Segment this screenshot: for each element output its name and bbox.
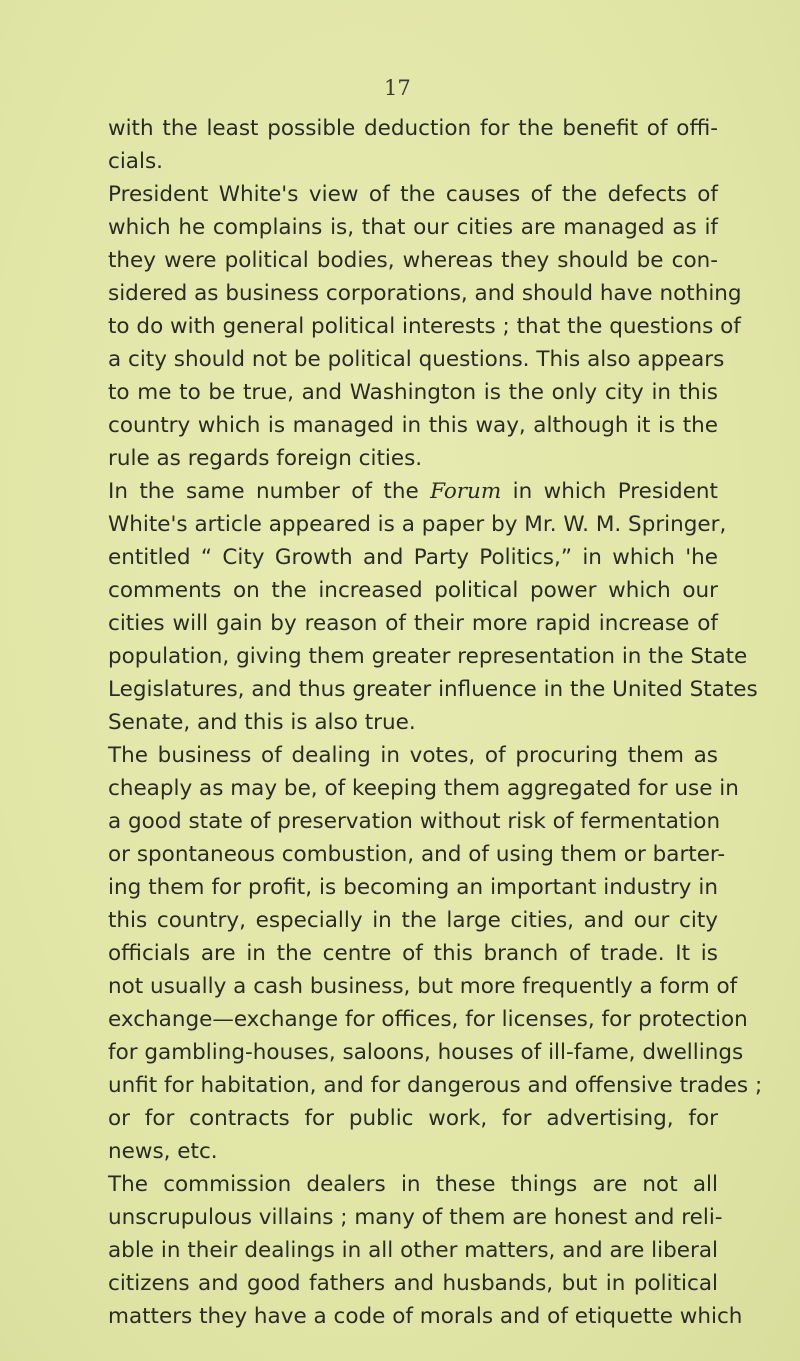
- body-text: [108, 112, 763, 1333]
- text-line: ing them for profit, is becoming an important industry in: [108, 875, 718, 900]
- text-line: The commission dealers in these things are not all: [108, 1172, 718, 1197]
- text-line: unscrupulous villains ; many of them are honest and reli-: [108, 1205, 723, 1230]
- text-line: news, etc.: [108, 1139, 218, 1164]
- text-line: or for contracts for public work, for advertising, for: [108, 1106, 718, 1131]
- text-line: sidered as business corporations, and should have nothing: [108, 281, 742, 306]
- text-line: a good state of preservation without risk of fermentation: [108, 809, 721, 834]
- text-line: cities will gain by reason of their more rapid increase of: [108, 611, 718, 636]
- text-line: this country, especially in the large cities, and our city: [108, 908, 718, 933]
- text-line: In the same number of the Forum in which President: [108, 479, 718, 504]
- text-line: entitled “ City Growth and Party Politics,” in which 'he: [108, 545, 718, 570]
- text-line: or spontaneous combustion, and of using them or barter-: [108, 842, 726, 867]
- text-line: rule as regards foreign cities.: [108, 446, 423, 471]
- text-line: to do with general political interests ; that the questions of: [108, 314, 741, 339]
- text-line: matters they have a code of morals and of etiquette which: [108, 1304, 743, 1329]
- page-number: 17: [384, 76, 411, 100]
- text-line: cials.: [108, 149, 163, 174]
- text-line: Legislatures, and thus greater influence in the United States: [108, 677, 758, 702]
- text-line: comments on the increased political power which our: [108, 578, 718, 603]
- text-line: unfit for habitation, and for dangerous and offensive trades ;: [108, 1073, 763, 1098]
- text-line: not usually a cash business, but more frequently a form of: [108, 974, 738, 999]
- text-line: exchange—exchange for offices, for licenses, for protection: [108, 1007, 748, 1032]
- text-line: for gambling-houses, saloons, houses of ill-fame, dwellings: [108, 1040, 744, 1065]
- text-line: population, giving them greater representation in the State: [108, 644, 748, 669]
- text-line: The business of dealing in votes, of procuring them as: [108, 743, 718, 768]
- text-line: able in their dealings in all other matters, and are liberal: [108, 1238, 718, 1263]
- text-line: to me to be true, and Washington is the only city in this: [108, 380, 718, 405]
- text-line: country which is managed in this way, although it is the: [108, 413, 718, 438]
- text-line: officials are in the centre of this branch of trade. It is: [108, 941, 718, 966]
- text-line: which he complains is, that our cities are managed as if: [108, 215, 718, 240]
- text-line: Senate, and this is also true.: [108, 710, 416, 735]
- text-line: they were political bodies, whereas they should be con-: [108, 248, 718, 273]
- text-line: cheaply as may be, of keeping them aggregated for use in: [108, 776, 739, 801]
- text-line: citizens and good fathers and husbands, but in political: [108, 1271, 718, 1296]
- text-line: White's article appeared is a paper by Mr. W. M. Springer,: [108, 512, 727, 537]
- text-line: a city should not be political questions. This also appears: [108, 347, 725, 372]
- text-line: with the least possible deduction for the benefit of offi-: [108, 116, 718, 141]
- text-line: President White's view of the causes of the defects of: [108, 182, 718, 207]
- italic-title: Forum: [430, 479, 502, 504]
